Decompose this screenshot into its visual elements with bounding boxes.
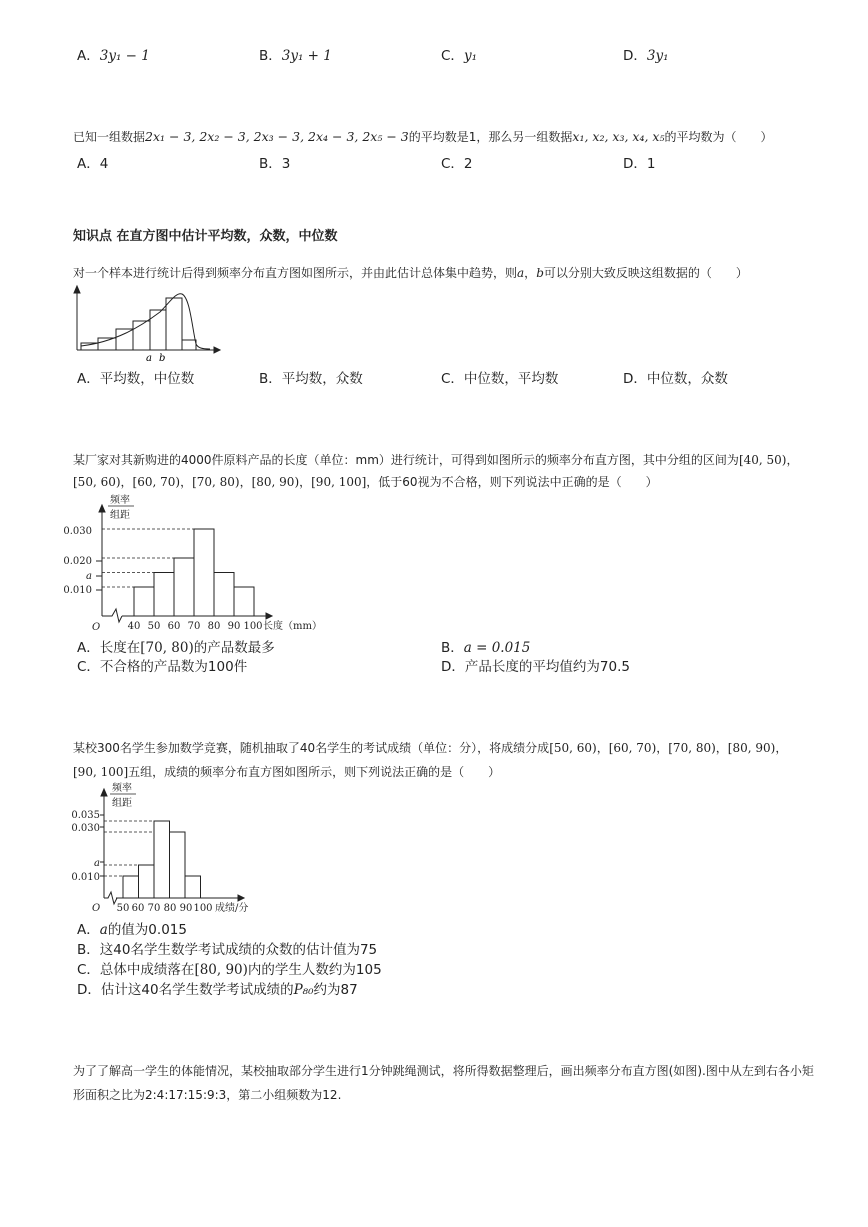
q0-option-a[interactable]: A．3y₁ − 1 bbox=[77, 48, 150, 64]
q2-option-c[interactable]: C．中位数，平均数 bbox=[441, 371, 559, 387]
q4-xtick-label: 90 bbox=[179, 903, 193, 914]
q3-y-axis-label-bottom: 组距 bbox=[110, 510, 130, 521]
q4-y-axis-label-top: 频率 bbox=[112, 783, 132, 794]
q3-axis-break-icon bbox=[102, 609, 122, 622]
q4-ytick-label: 0.030 bbox=[71, 823, 100, 834]
q4-ytick-label: 0.010 bbox=[71, 872, 100, 883]
q4-xtick-label: 50 bbox=[116, 903, 130, 914]
q1-option-b[interactable]: B．3 bbox=[259, 156, 291, 172]
q3-xtick-label: 60 bbox=[167, 621, 181, 632]
q4-xtick-label: 80 bbox=[163, 903, 177, 914]
q0-option-d[interactable]: D．3y₁ bbox=[623, 48, 669, 64]
q3-histogram bbox=[63, 490, 342, 636]
q2-option-b[interactable]: B．平均数，众数 bbox=[259, 371, 363, 387]
q2-y-arrow-icon bbox=[74, 286, 80, 293]
q4-x-arrow-icon bbox=[238, 895, 244, 901]
q1-stem: 已知一组数据2x₁ − 3, 2x₂ − 3, 2x₃ − 3, 2x₄ − 3, 2x₅ − 3的平均数是1，那么另一组数据x₁, x₂, x₃, x₄, x₅的平均数为（ ） bbox=[73, 129, 773, 144]
q3-xtick-label: 70 bbox=[187, 621, 201, 632]
q4-xtick-label: 100 bbox=[193, 903, 213, 914]
q3-option-d[interactable]: D．产品长度的平均值约为70.5 bbox=[441, 659, 630, 675]
histogram-bar bbox=[154, 821, 170, 898]
q3-xtick-label: 40 bbox=[127, 621, 141, 632]
histogram-bar bbox=[170, 832, 186, 898]
q1-option-a[interactable]: A．4 bbox=[77, 156, 109, 172]
q4-stem-line2: [90, 100]五组，成绩的频率分布直方图如图所示，则下列说法正确的是（ ） bbox=[73, 765, 501, 779]
q4-ytick-label: 0.035 bbox=[71, 810, 100, 821]
q4-y-axis-label-bottom: 组距 bbox=[112, 798, 132, 809]
q3-xtick-label: 80 bbox=[207, 621, 221, 632]
histogram-bar bbox=[234, 587, 254, 616]
q4-histogram bbox=[72, 780, 292, 920]
q3-option-c[interactable]: C．不合格的产品数为100件 bbox=[77, 659, 248, 675]
q4-ytick-label: a bbox=[94, 858, 100, 869]
q3-ytick-label: 0.030 bbox=[63, 526, 92, 537]
histogram-bar bbox=[154, 573, 174, 617]
q3-y-arrow-icon bbox=[99, 505, 105, 512]
q3-x-arrow-icon bbox=[266, 613, 272, 619]
q2-bar bbox=[133, 321, 150, 350]
q2-option-d[interactable]: D．中位数，众数 bbox=[623, 371, 728, 387]
q4-x-axis-label: 成绩/分 bbox=[215, 903, 249, 914]
q2-stem: 对一个样本进行统计后得到频率分布直方图如图所示，并由此估计总体集中趋势，则a，b可以分别大致反映这组数据的（ ） bbox=[73, 266, 748, 280]
q1-option-c[interactable]: C．2 bbox=[441, 156, 473, 172]
q2-label-b: b bbox=[159, 353, 166, 364]
q4-option-d[interactable]: D．估计这40名学生数学考试成绩的P₈₀约为87 bbox=[77, 982, 358, 998]
q3-x-axis-label: 长度（mm） bbox=[263, 621, 322, 632]
q3-stem-line2: [50, 60)，[60, 70)，[70, 80)，[80, 90)，[90, 100]，低于60视为不合格，则下列说法中正确的是（ ） bbox=[73, 475, 658, 489]
histogram-bar bbox=[134, 587, 154, 616]
q2-bar bbox=[182, 340, 196, 350]
q3-origin-label: O bbox=[92, 622, 101, 633]
q4-option-c[interactable]: C．总体中成绩落在[80, 90)内的学生人数约为105 bbox=[77, 962, 382, 978]
q2-bar bbox=[98, 338, 116, 350]
q3-y-axis-label-top: 频率 bbox=[110, 495, 130, 506]
q2-label-a: a bbox=[146, 353, 152, 364]
q1-option-d[interactable]: D．1 bbox=[623, 156, 656, 172]
q4-origin-label: O bbox=[92, 903, 101, 914]
q4-xtick-label: 70 bbox=[147, 903, 161, 914]
histogram-bar bbox=[139, 865, 155, 898]
q3-option-a[interactable]: A．长度在[70, 80)的产品数最多 bbox=[77, 640, 275, 656]
q2-bar bbox=[116, 329, 133, 350]
q4-option-a[interactable]: A．a的值为0.015 bbox=[77, 922, 187, 938]
q2-bar bbox=[150, 310, 166, 350]
q0-option-b[interactable]: B．3y₁ + 1 bbox=[259, 48, 332, 64]
q5-stem-line1: 为了了解高一学生的体能情况，某校抽取部分学生进行1分钟跳绳测试，将所得数据整理后，画出频率分布直方图(如图).图中从左到右各小矩 bbox=[73, 1064, 814, 1078]
histogram-bar bbox=[194, 529, 214, 616]
q3-ytick-label: 0.010 bbox=[63, 585, 92, 596]
q4-option-b[interactable]: B．这40名学生数学考试成绩的众数的估计值为75 bbox=[77, 942, 378, 958]
q4-stem-line1: 某校300名学生参加数学竞赛，随机抽取了40名学生的考试成绩（单位：分），将成绩分成[50, 60)，[60, 70)，[70, 80)，[80, 90)， bbox=[73, 741, 788, 755]
histogram-bar bbox=[214, 573, 234, 617]
histogram-bar bbox=[185, 876, 201, 898]
q3-xtick-label: 90 bbox=[227, 621, 241, 632]
q3-xtick-label: 100 bbox=[243, 621, 263, 632]
q2-histogram-figure bbox=[70, 282, 230, 366]
section-heading: 知识点 在直方图中估计平均数，众数，中位数 bbox=[73, 229, 338, 244]
q3-option-b[interactable]: B．a = 0.015 bbox=[441, 640, 531, 656]
q0-option-c[interactable]: C．y₁ bbox=[441, 48, 477, 64]
q2-option-a[interactable]: A．平均数，中位数 bbox=[77, 371, 195, 387]
histogram-bar bbox=[174, 558, 194, 616]
q5-stem-line2: 形面积之比为2:4:17:15:9:3，第二小组频数为12. bbox=[73, 1088, 342, 1102]
q4-bars bbox=[123, 821, 201, 898]
q3-xtick-label: 50 bbox=[147, 621, 161, 632]
q3-ytick-label: 0.020 bbox=[63, 556, 92, 567]
histogram-bar bbox=[123, 876, 139, 898]
q4-y-arrow-icon bbox=[101, 789, 107, 796]
q2-bar bbox=[166, 298, 182, 350]
q4-axis-break-icon bbox=[104, 892, 117, 904]
q4-xtick-label: 60 bbox=[131, 903, 145, 914]
q2-x-arrow-icon bbox=[214, 347, 220, 353]
q3-stem-line1: 某厂家对其新购进的4000件原料产品的长度（单位：mm）进行统计，可得到如图所示的频率分布直方图，其中分组的区间为[40, 50)， bbox=[73, 453, 799, 467]
q3-ytick-label: a bbox=[86, 571, 92, 582]
